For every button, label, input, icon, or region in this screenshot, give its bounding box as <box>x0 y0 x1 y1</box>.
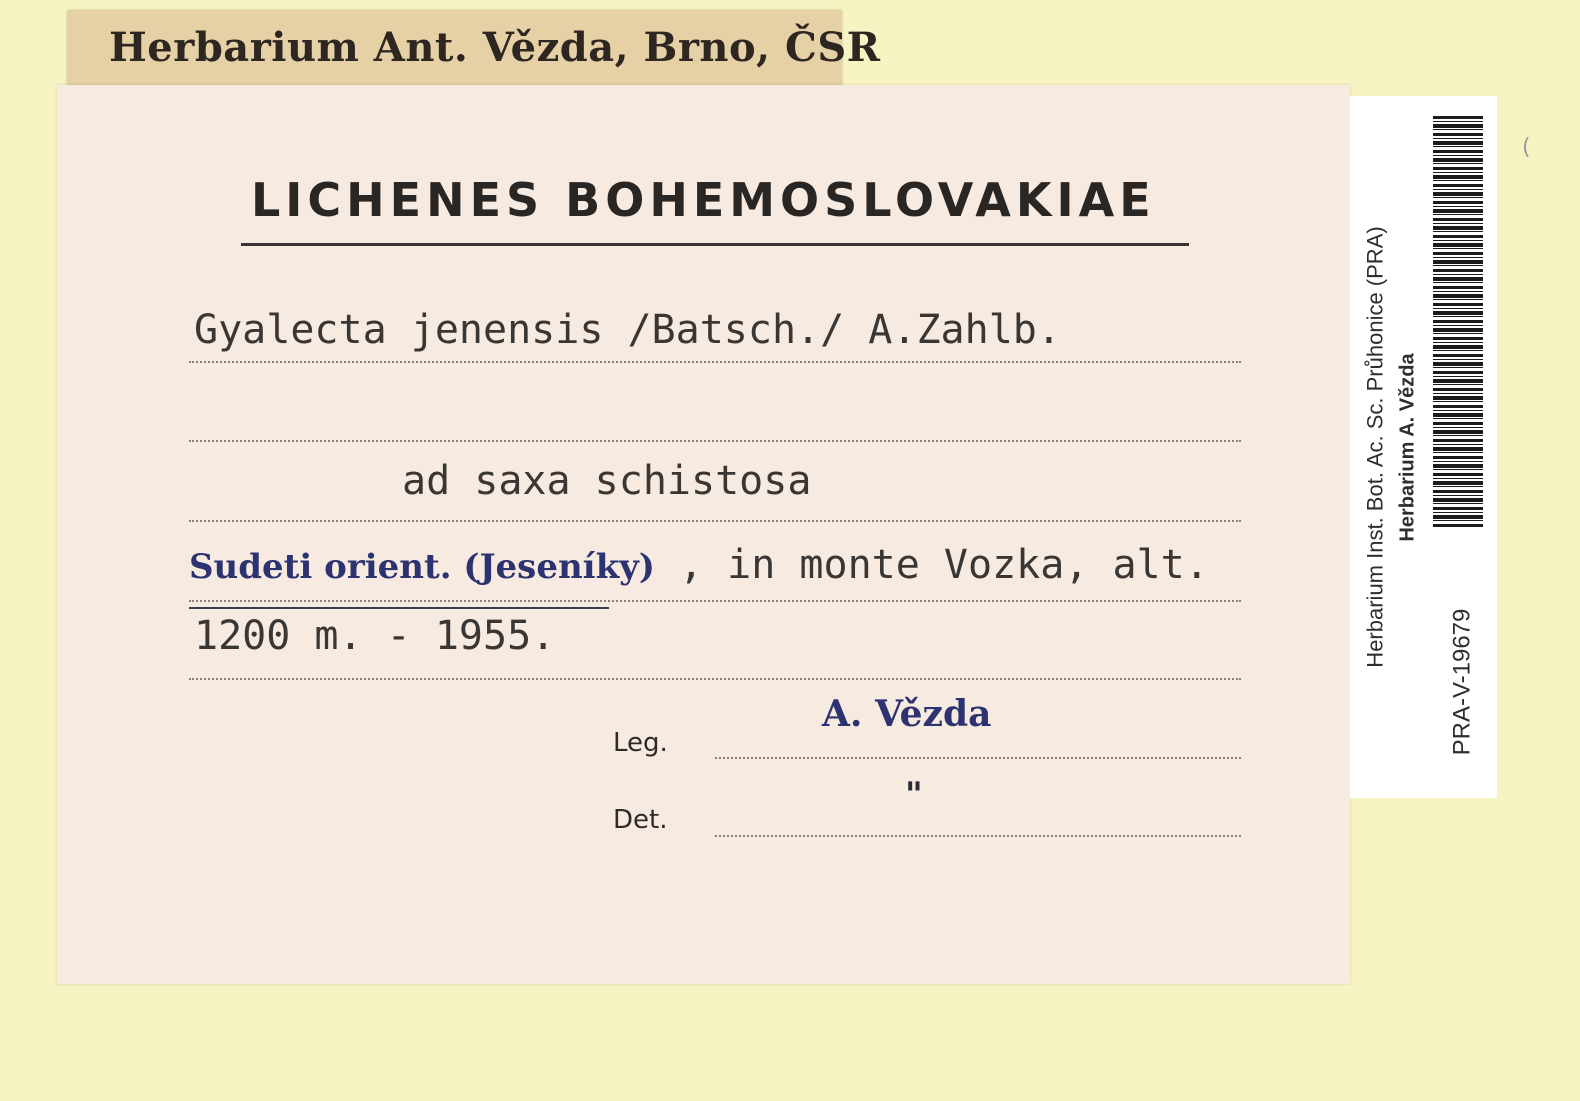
locality-text: , in monte Vozka, alt. <box>679 542 1209 588</box>
substrate-text: ad saxa schistosa <box>402 458 812 504</box>
taxon-name: Gyalecta jenensis /Batsch./ A.Zahlb. <box>194 307 1061 353</box>
dotted-line-4 <box>189 600 1241 602</box>
catalog-number-column <box>1442 566 1482 798</box>
det-label: Det. <box>613 805 668 835</box>
collection-text: Herbarium A. Vězda <box>1396 352 1419 542</box>
specimen-label <box>57 85 1350 984</box>
leg-label: Leg. <box>613 728 668 758</box>
dotted-line-5 <box>189 678 1241 680</box>
series-title-underline <box>241 243 1189 246</box>
herbarium-stamp-label <box>67 10 881 86</box>
locality-stamp: Sudeti orient. (Jeseníky) <box>189 547 655 587</box>
herbarium-stamp-text: Herbarium Ant. Vězda, Brno, ČSR <box>109 24 881 71</box>
catalog-number: PRA-V-19679 <box>1448 608 1476 756</box>
paper-mark: ( <box>1522 135 1531 160</box>
dotted-line-3 <box>189 520 1241 522</box>
collector-name: A. Vězda <box>822 693 992 735</box>
locality-stamp-underline <box>189 607 609 609</box>
determiner-ditto: " <box>905 775 923 815</box>
collection-text-column <box>1388 96 1428 798</box>
altitude-date-text: 1200 m. - 1955. <box>194 613 556 659</box>
dotted-line-2 <box>189 440 1241 442</box>
det-dotted-line <box>715 835 1241 837</box>
dotted-line-1 <box>189 361 1241 363</box>
leg-dotted-line <box>715 757 1241 759</box>
series-title: LICHENES BOHEMOSLOVAKIAE <box>251 173 1156 227</box>
catalog-strip <box>1350 96 1497 798</box>
institution-text: Herbarium Inst. Bot. Ac. Sc. Průhonice (PRA) <box>1363 226 1389 668</box>
barcode <box>1433 116 1483 528</box>
